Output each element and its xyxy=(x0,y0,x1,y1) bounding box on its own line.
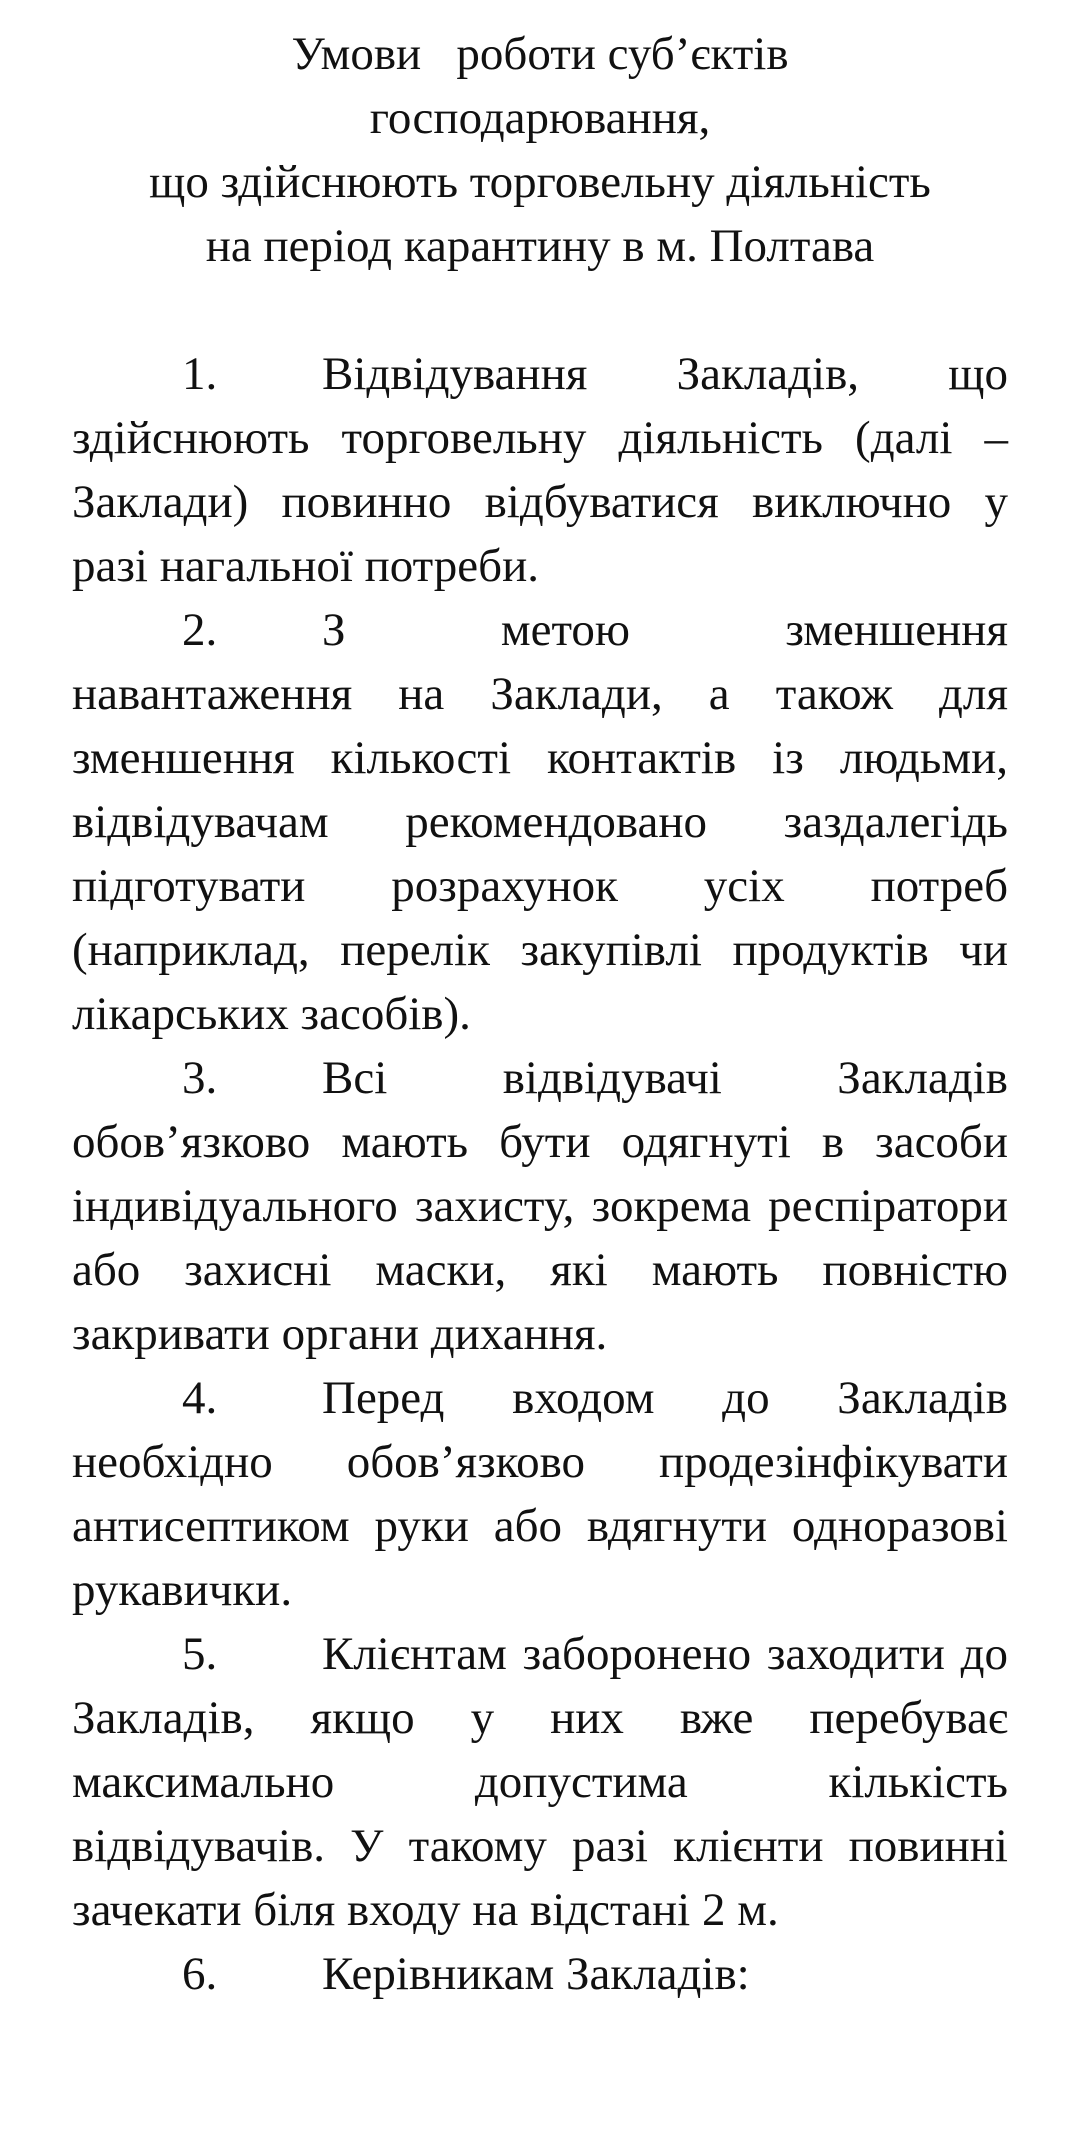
item-number: 2. xyxy=(182,604,218,656)
list-item-6 xyxy=(72,1942,1008,2006)
item-text: Перед входом до Закладів необхідно обов’язково продезінфікувати антисептиком руки або вдягнути одноразові рукавички. xyxy=(72,1372,1008,1616)
title-line: що здійснюють торговельну діяльність xyxy=(149,156,931,208)
title-line: Умови роботи суб’єктів xyxy=(291,28,789,80)
item-text: Керівникам Закладів: xyxy=(322,1948,750,2000)
list-item-2 xyxy=(72,598,1008,1046)
item-number: 4. xyxy=(182,1372,218,1424)
item-number: 5. xyxy=(182,1628,218,1680)
item-text: Відвідування Закладів, що здійснюють торговельну діяльність (далі – Заклади) повинно відбуватися виключно у разі нагальної потреби. xyxy=(72,348,1008,592)
item-number: 1. xyxy=(182,348,218,400)
document-page xyxy=(72,22,1008,2006)
list-item-4 xyxy=(72,1366,1008,1622)
title-line: господарювання, xyxy=(369,92,711,144)
list-item-3 xyxy=(72,1046,1008,1366)
item-text: З метою зменшення навантаження на Заклади, а також для зменшення кількості контактів із людьми, відвідувачам рекомендовано заздалегідь підготувати розрахунок усіх потреб (наприклад, перелік закупівлі продуктів чи лікарських засобів). xyxy=(72,604,1008,1040)
list-item-1 xyxy=(72,342,1008,598)
item-text: Всі відвідувачі Закладів обов’язково мають бути одягнуті в засоби індивідуального захисту, зокрема респіратори або захисні маски, які мають повністю закривати органи дихання. xyxy=(72,1052,1008,1360)
item-number: 6. xyxy=(182,1948,218,2000)
document-title xyxy=(72,22,1008,278)
item-text: Клієнтам заборонено заходити до Закладів, якщо у них вже перебуває максимально допустима кількість відвідувачів. У такому разі клієнти повинні зачекати біля входу на відстані 2 м. xyxy=(72,1628,1008,1936)
item-number: 3. xyxy=(182,1052,218,1104)
title-line: на період карантину в м. Полтава xyxy=(205,220,875,272)
list-item-5 xyxy=(72,1622,1008,1942)
